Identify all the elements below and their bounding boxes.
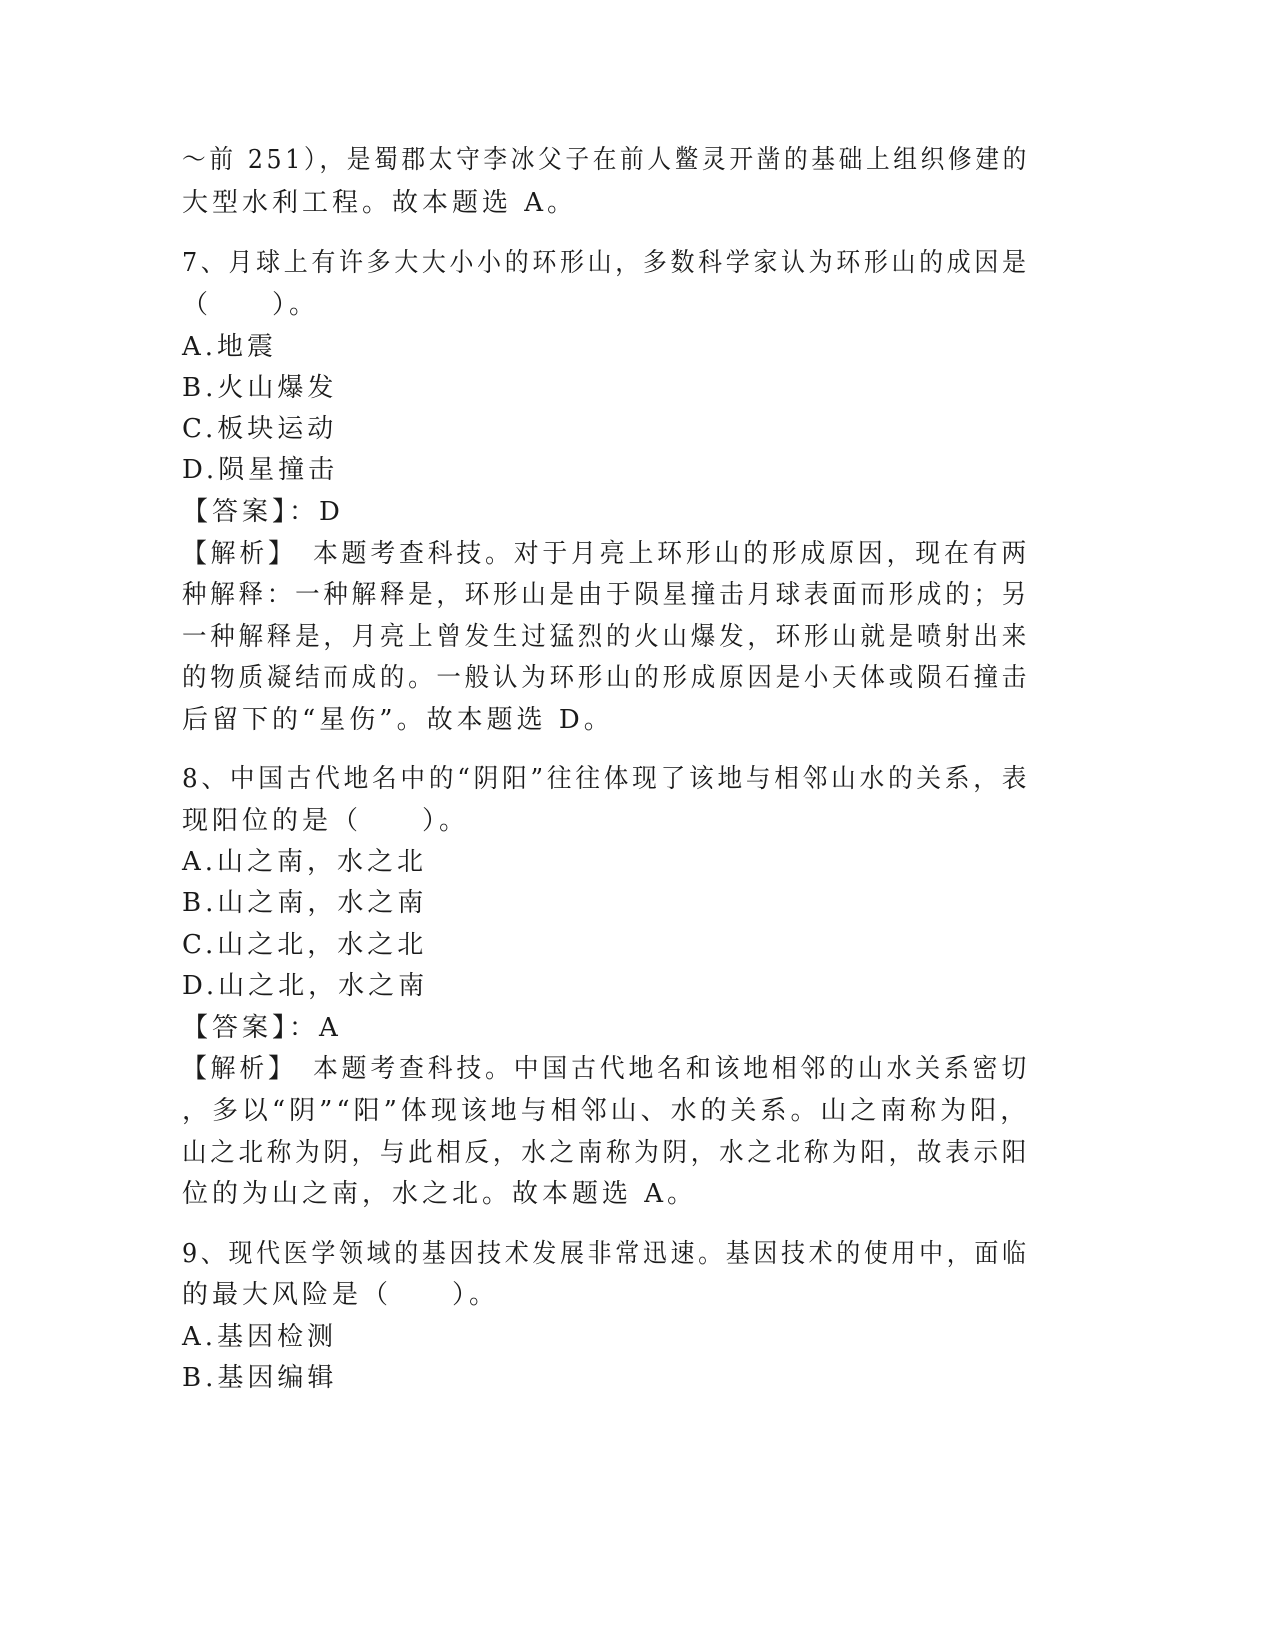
question-9-stem: 9、现代医学领域的基因技术发展非常迅速。基因技术的使用中，面临 — [182, 1239, 1030, 1269]
question-8-analysis: 【解析】 本题考查科技。中国古代地名和该地相邻的山水关系密切 — [182, 1054, 1031, 1084]
question-7-analysis: 种解释：一种解释是，环形山是由于陨星撞击月球表面而形成的；另 — [182, 580, 1031, 610]
question-8-answer: 【答案】：A — [182, 1013, 342, 1043]
question-8-option-c: C.山之北，水之北 — [182, 930, 428, 960]
question-8-stem: 现阳位的是（ ）。 — [182, 806, 470, 836]
question-9-option-a: A.基因检测 — [182, 1322, 338, 1352]
continuation-line: ～前 251），是蜀郡太守李冰父子在前人鳖灵开凿的基础上组织修建的 — [182, 145, 1030, 175]
question-8-option-b: B.山之南，水之南 — [182, 888, 428, 918]
question-7-answer: 【答案】：D — [182, 497, 344, 527]
question-8-option-d: D.山之北，水之南 — [182, 971, 429, 1001]
question-8-analysis: 位的为山之南，水之北。故本题选 A。 — [182, 1179, 698, 1209]
question-7-analysis: 的物质凝结而成的。一般认为环形山的形成原因是小天体或陨石撞击 — [182, 663, 1031, 693]
question-9-stem: 的最大风险是（ ）。 — [182, 1280, 500, 1310]
question-8-analysis: 山之北称为阴，与此相反，水之南称为阴，水之北称为阳，故表示阳 — [182, 1138, 1031, 1168]
question-7-stem: （ ）。 — [182, 290, 320, 320]
question-7-analysis: 【解析】 本题考查科技。对于月亮上环形山的形成原因，现在有两 — [182, 539, 1031, 569]
question-8-analysis: ，多以“阴”“阳”体现该地与相邻山、水的关系。山之南称为阳， — [182, 1096, 1031, 1126]
question-7-analysis: 后留下的“星伤”。故本题选 D。 — [182, 705, 614, 735]
question-7-option-b: B.火山爆发 — [182, 373, 338, 403]
question-7-analysis: 一种解释是，月亮上曾发生过猛烈的火山爆发，环形山就是喷射出来 — [182, 622, 1031, 652]
question-7-option-a: A.地震 — [182, 332, 278, 362]
question-7-option-d: D.陨星撞击 — [182, 455, 339, 485]
question-8-option-a: A.山之南，水之北 — [182, 847, 428, 877]
question-9-option-b: B.基因编辑 — [182, 1363, 338, 1393]
question-7-option-c: C.板块运动 — [182, 414, 338, 444]
continuation-line: 大型水利工程。故本题选 A。 — [182, 188, 578, 218]
question-7-stem: 7、月球上有许多大大小小的环形山，多数科学家认为环形山的成因是 — [182, 248, 1030, 278]
question-8-stem: 8、中国古代地名中的“阴阳”往往体现了该地与相邻山水的关系，表 — [182, 764, 1031, 794]
